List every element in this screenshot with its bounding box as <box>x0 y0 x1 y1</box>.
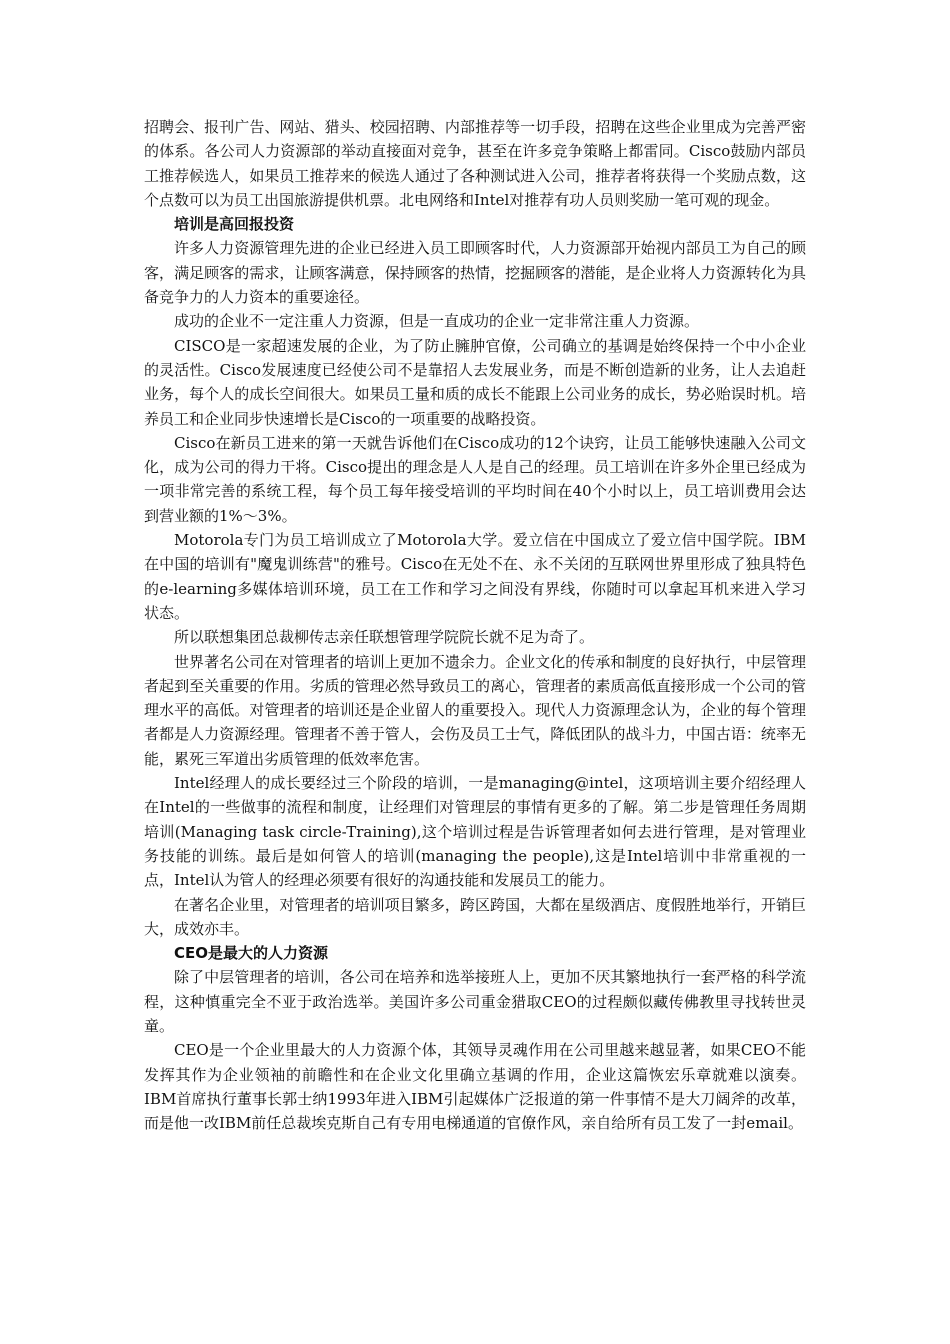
body-paragraph: Cisco在新员工进来的第一天就告诉他们在Cisco成功的12个诀窍，让员工能够快速融入公司文化，成为公司的得力干将。Cisco提出的理念是人人是自己的经理。员工培训在许多外企里已经成为一项非常完善的系统工程，每个员工每年接受培训的平均时间在40个小时以上，员工培训费用会达到营业额的1%～3%。 <box>144 433 806 525</box>
body-paragraph: Intel经理人的成长要经过三个阶段的培训，一是managing@intel，这项培训主要介绍经理人在Intel的一些做事的流程和制度，让经理们对管理层的事情有更多的了解。第二步是管理任务周期培训(Managing task circle-Training),这个培训过程是告诉管理者如何去进行管理，是对管理业务技能的训练。最后是如何管人的培训(managing the people),这是Intel培训中非常重视的一点，Intel认为管人的经理必须要有很好的沟通技能和发展员工的能力。 <box>144 774 806 890</box>
section-heading-ceo: CEO是最大的人力资源 <box>174 944 329 963</box>
body-paragraph: 成功的企业不一定注重人力资源，但是一直成功的企业一定非常注重人力资源。 <box>174 312 700 331</box>
body-paragraph: 在著名企业里，对管理者的培训项目繁多，跨区跨国，大都在星级酒店、度假胜地举行，开销巨大，成效亦丰。 <box>144 895 806 938</box>
document-page <box>144 115 806 1135</box>
body-paragraph: CEO是一个企业里最大的人力资源个体，其领导灵魂作用在公司里越来越显著，如果CEO不能发挥其作为企业领袖的前瞻性和在企业文化里确立基调的作用，企业这篇恢宏乐章就难以演奏。IBM首席执行董事长郭士纳1993年进入IBM引起媒体广泛报道的第一件事情不是大刀阔斧的改革，而是他一改IBM前任总裁埃克斯自己有专用电梯通道的官僚作风，亲自给所有员工发了一封email。 <box>144 1041 806 1133</box>
body-paragraph: 除了中层管理者的培训，各公司在培养和选举接班人上，更加不厌其繁地执行一套严格的科学流程，这种慎重完全不亚于政治选举。美国许多公司重金猎取CEO的过程颇似藏传佛教里寻找转世灵童。 <box>144 968 806 1035</box>
body-paragraph: 世界著名公司在对管理者的培训上更加不遗余力。企业文化的传承和制度的良好执行，中层管理者起到至关重要的作用。劣质的管理必然导致员工的离心，管理者的素质高低直接形成一个公司的管理水平的高低。对管理者的培训还是企业留人的重要投入。现代人力资源理念认为，企业的每个管理者都是人力资源经理。管理者不善于管人，会伤及员工士气，降低团队的战斗力，中国古语：统率无能，累死三军道出劣质管理的低效率危害。 <box>144 652 806 768</box>
intro-paragraph: 招聘会、报刊广告、网站、猎头、校园招聘、内部推荐等一切手段，招聘在这些企业里成为完善严密的体系。各公司人力资源部的举动直接面对竞争，甚至在许多竞争策略上都雷同。Cisco鼓励内部员工推荐候选人，如果员工推荐来的候选人通过了各种测试进入公司，推荐者将获得一个奖励点数，这个点数可以为员工出国旅游提供机票。北电网络和Intel对推荐有功人员则奖励一笔可观的现金。 <box>144 118 806 209</box>
body-paragraph: Motorola专门为员工培训成立了Motorola大学。爱立信在中国成立了爱立信中国学院。IBM在中国的培训有"魔鬼训练营"的雅号。Cisco在无处不在、永不关闭的互联网世界里形成了独具特色的e-learning多媒体培训环境，员工在工作和学习之间没有界线，你随时可以拿起耳机来进入学习状态。 <box>144 531 806 622</box>
body-paragraph: CISCO是一家超速发展的企业，为了防止臃肿官僚，公司确立的基调是始终保持一个中小企业的灵活性。Cisco发展速度已经使公司不是靠招人去发展业务，而是不断创造新的业务，让人去追赶业务，每个人的成长空间很大。如果员工量和质的成长不能跟上公司业务的成长，势必贻误时机。培养员工和企业同步快速增长是Cisco的一项重要的战略投资。 <box>144 336 806 428</box>
body-paragraph: 许多人力资源管理先进的企业已经进入员工即顾客时代，人力资源部开始视内部员工为自己的顾客，满足顾客的需求，让顾客满意，保持顾客的热情，挖掘顾客的潜能，是企业将人力资源转化为具备竞争力的人力资本的重要途径。 <box>144 239 806 307</box>
body-paragraph: 所以联想集团总裁柳传志亲任联想管理学院院长就不足为奇了。 <box>174 628 595 647</box>
section-heading-training: 培训是高回报投资 <box>174 215 295 234</box>
